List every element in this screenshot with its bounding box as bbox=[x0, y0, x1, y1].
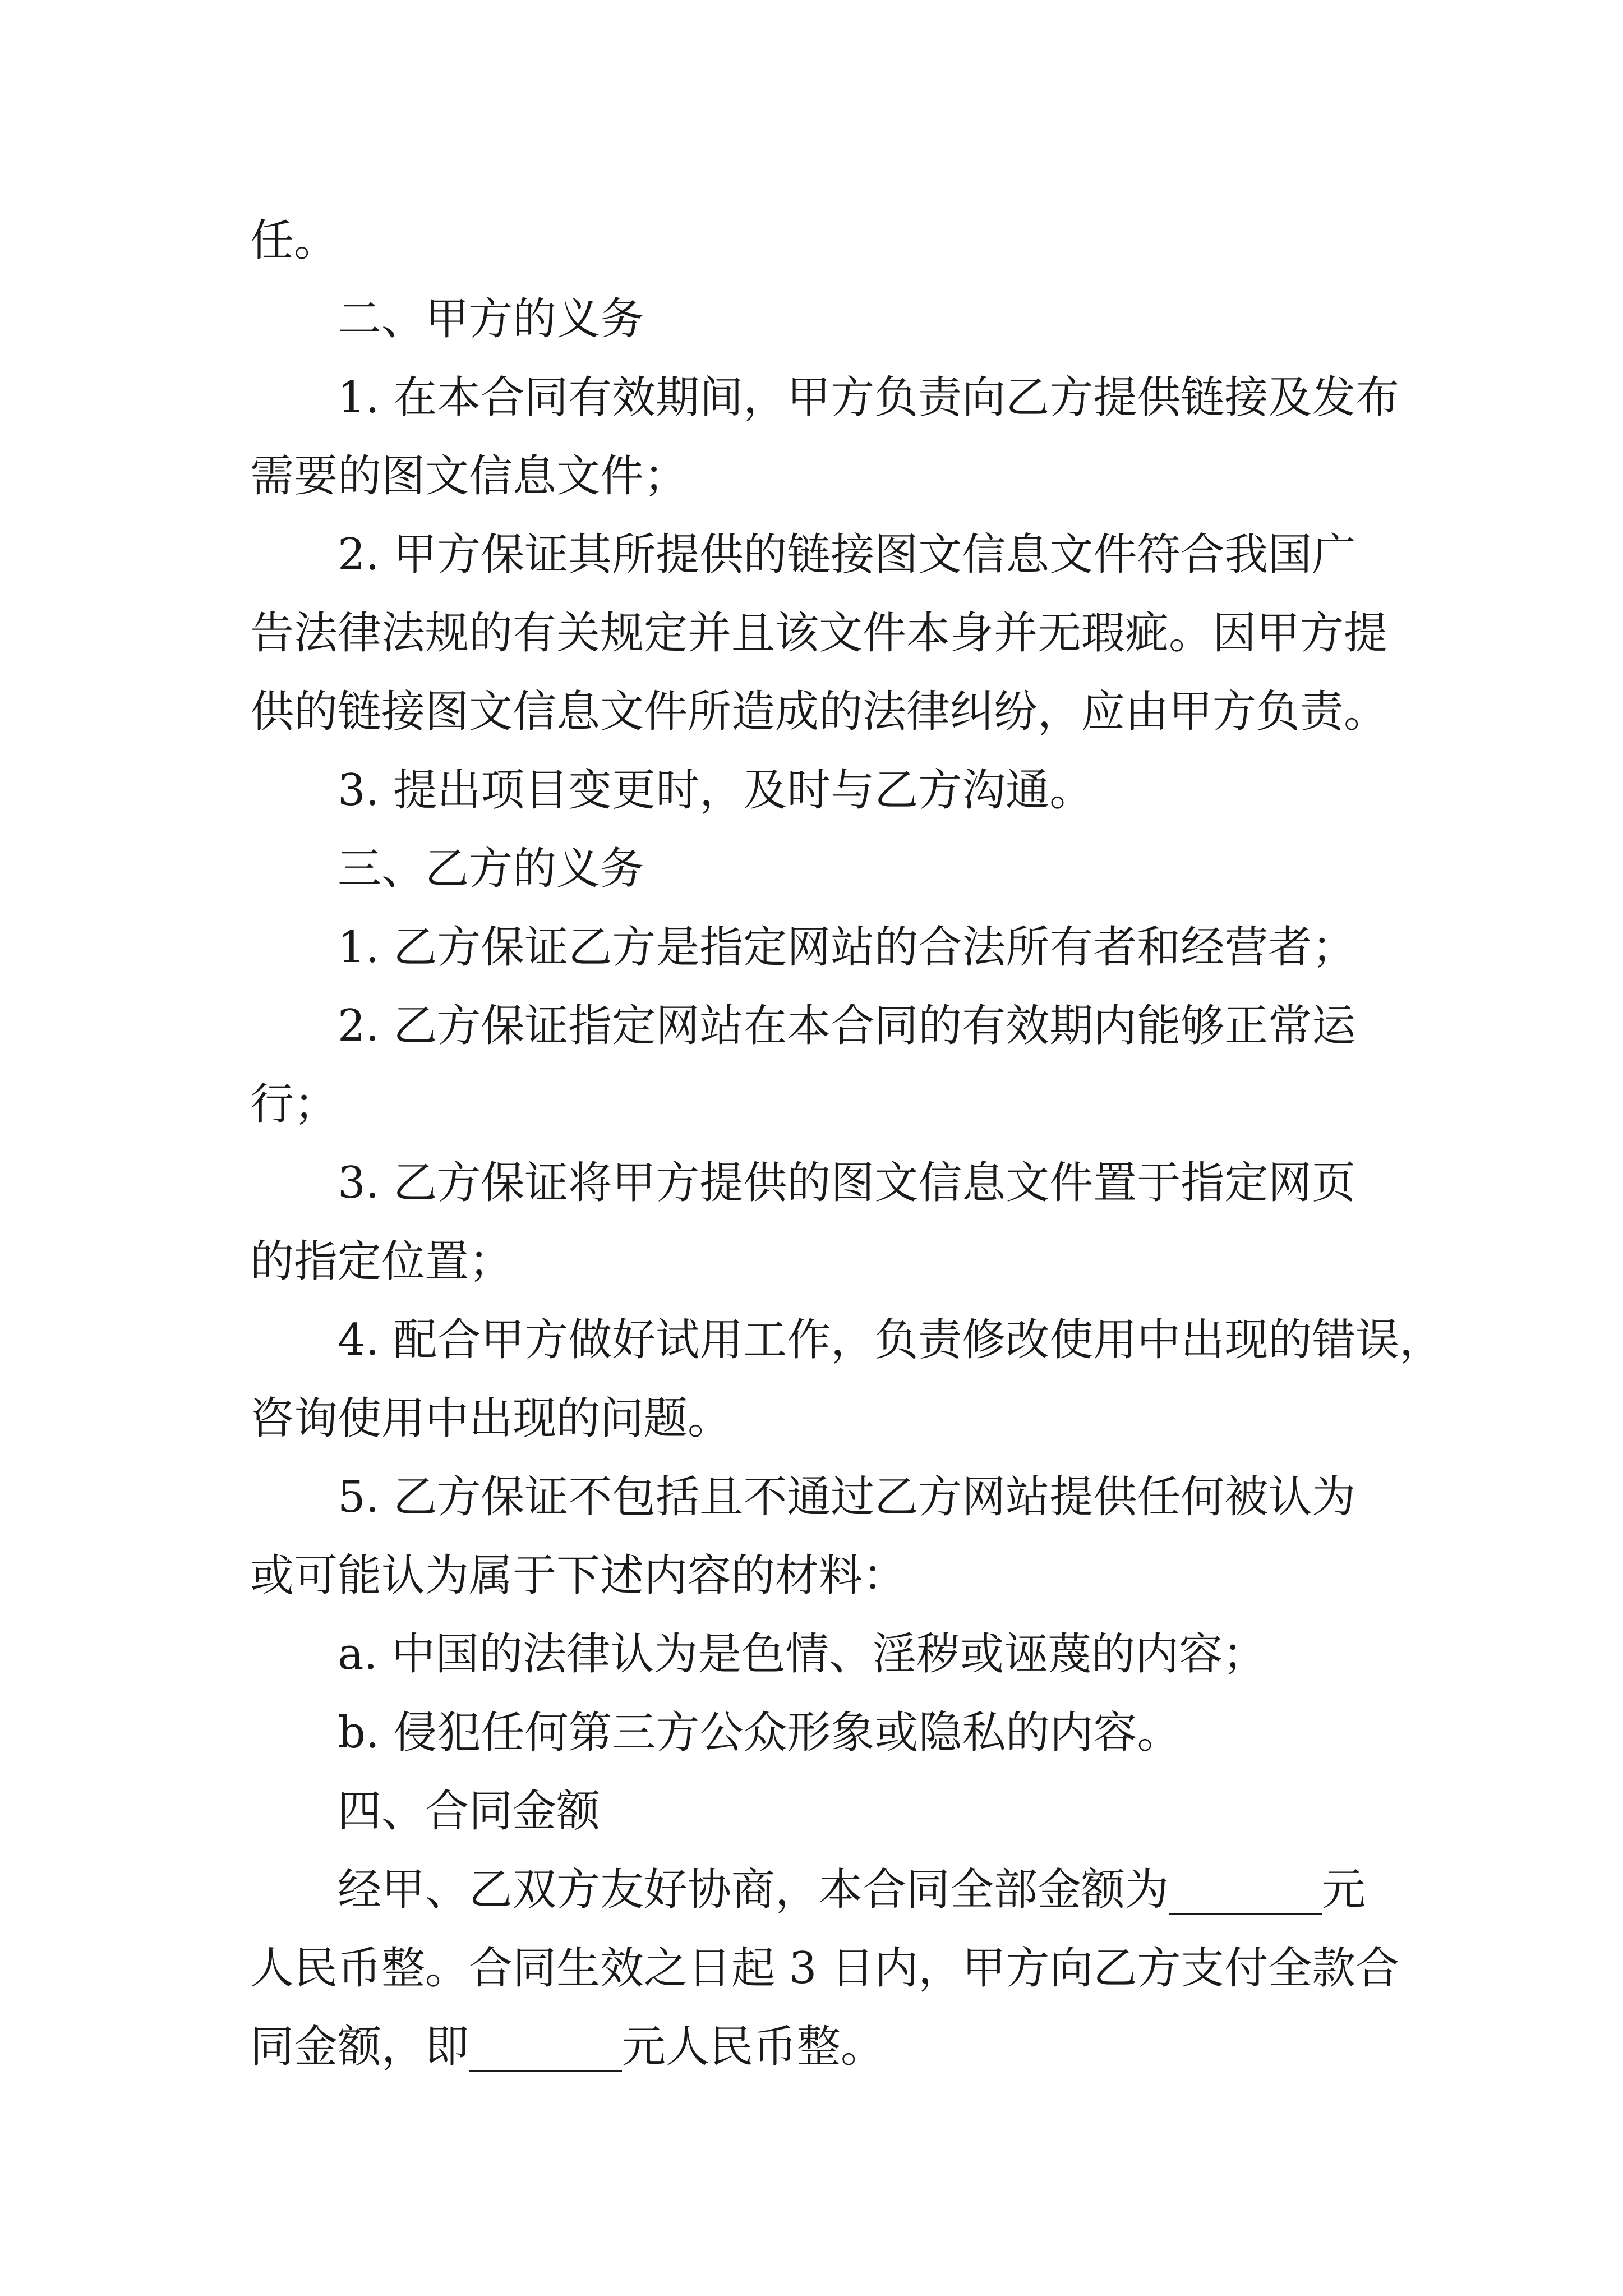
text-line: 1. 乙方保证乙方是指定网站的合法所有者和经营者； bbox=[338, 922, 1356, 973]
text-line: b. 侵犯任何第三方公众形象或隐私的内容。 bbox=[338, 1708, 1181, 1758]
text-line: 1. 在本合同有效期间，甲方负责向乙方提供链接及发布 bbox=[338, 372, 1400, 423]
text-line: 人民币整。合同生效之日起 3 日内，甲方向乙方支付全款合 bbox=[250, 1943, 1400, 1994]
text-line: a. 中国的法律认为是色情、淫秽或诬蔑的内容； bbox=[338, 1629, 1267, 1680]
section-heading-party-a-obligations: 二、甲方的义务 bbox=[338, 294, 644, 344]
text-line: 告法律法规的有关规定并且该文件本身并无瑕疵。因甲方提 bbox=[250, 608, 1388, 659]
text-line: 3. 提出项目变更时，及时与乙方沟通。 bbox=[338, 765, 1094, 816]
text-line: 3. 乙方保证将甲方提供的图文信息文件置于指定网页 bbox=[338, 1158, 1356, 1208]
section-heading-contract-amount: 四、合同金额 bbox=[338, 1786, 601, 1837]
text-line: 咨询使用中出现的问题。 bbox=[250, 1393, 732, 1444]
section-heading-party-b-obligations: 三、乙方的义务 bbox=[338, 844, 644, 894]
text-line: 需要的图文信息文件； bbox=[250, 451, 688, 501]
text-line: 2. 甲方保证其所提供的链接图文信息文件符合我国广 bbox=[338, 530, 1356, 580]
text-line: 任。 bbox=[250, 215, 338, 266]
text-line: 供的链接图文信息文件所造成的法律纠纷，应由甲方负责。 bbox=[250, 687, 1388, 737]
text-line: 行； bbox=[250, 1079, 338, 1130]
text-line: 5. 乙方保证不包括且不通过乙方网站提供任何被认为 bbox=[338, 1472, 1356, 1522]
text-line: 经甲、乙双方友好协商，本合同全部金额为_______元 bbox=[338, 1865, 1366, 1915]
text-line: 或可能认为属于下述内容的材料： bbox=[250, 1550, 907, 1601]
text-line: 2. 乙方保证指定网站在本合同的有效期内能够正常运 bbox=[338, 1001, 1356, 1051]
text-line: 的指定位置； bbox=[250, 1236, 513, 1287]
text-line: 4. 配合甲方做好试用工作，负责修改使用中出现的错误， bbox=[338, 1315, 1444, 1365]
text-line: 同金额，即_______元人民币整。 bbox=[250, 2022, 885, 2072]
